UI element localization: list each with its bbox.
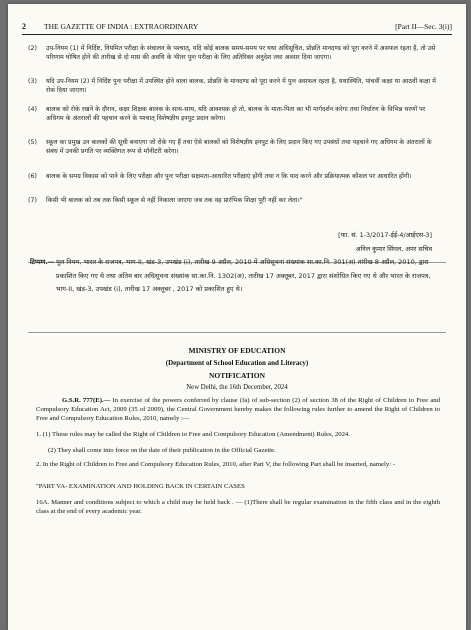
item-text: किसी भी बालक को तब तक किसी स्कूल से नहीं निकाला जाएगा जब तक वह प्रारंभिक शिक्षा पूरी नहीं कर लेता।" [46, 197, 303, 204]
gazette-page [8, 4, 466, 630]
item-number: (7) [28, 197, 37, 204]
item-number: (6) [28, 173, 37, 180]
hindi-note [30, 256, 442, 297]
page-number: 2 [22, 22, 26, 31]
rule-item-7 [28, 196, 444, 205]
divider [28, 332, 446, 333]
rule-item-3 [28, 77, 444, 95]
ministry-heading: MINISTRY OF EDUCATION [188, 346, 286, 355]
gazette-title: THE GAZETTE OF INDIA : EXTRAORDINARY [44, 22, 199, 31]
part-section: [Part II—Sec. 3(i)] [395, 22, 452, 31]
item-text: उप-नियम (1) में निर्दिष्ट, नियमित परीक्षा के संचालन के पश्चात्, यदि कोई बालक समय-समय पर यथा अधिसूचित, प्रोन्नति मानदण्ड को पूरा करने में असफल रहता है, तो उसे परिणाम घोषित होने की तारीख से दो मास की अवधि के भीतर पुनः परीक्षा के लिए अतिरिक्त अनुदेश तथा अवसर दिया जाएगा। [46, 45, 436, 61]
item-text: यदि उप-नियम (2) में निर्दिष्ट पुनः परीक्षा में उपस्थित होने वाला बालक, प्रोन्नति के मानदण्ड को पूरा करने में पुनः असफल रहता है, यथास्थिति, पांचवीं कक्षा या आठवीं कक्षा में रोक दिया जाएगा। [46, 78, 436, 94]
rule-item-5 [28, 138, 444, 156]
item-number: (5) [28, 139, 37, 146]
item-text: स्कूल का प्रमुख उन बालकों की सूची बनाएगा जो रोके गए हैं तथा ऐसे बालकों को विशेषज्ञीय इनपुट के लिए प्रदान किए गए उपबंधों तथा पहचाने गए अधिगम के अंतरालों के संबंध में उनकी प्रगति पर व्यक्तिगत रूप से मॉनीटरी करेगा। [46, 139, 432, 155]
rule-item-6 [28, 172, 444, 181]
department-heading: (Department of School Education and Literacy) [165, 359, 309, 367]
gsr-label: G.S.R. 777(E).— [62, 397, 111, 404]
item-number: (2) [28, 45, 37, 52]
file-number: [फा. सं. 1-3/2017-ईई-4/आईएस-3] [338, 231, 432, 239]
gsr-paragraph [36, 396, 440, 423]
item-text: बालक के समग्र विकास को पाने के लिए परीक्षा और पुनः परीक्षा सक्षमता-आधारित परीक्षाएं होंगी तथा न कि याद करने और प्रक्रियात्मक कौशल पर आधारित होंगी। [46, 173, 412, 180]
notification-heading: NOTIFICATION [208, 371, 266, 380]
rule-item-2 [28, 44, 444, 62]
para-1b: (2) They shall come into force on the date of their publication in the Official Gazette. [48, 447, 276, 454]
gsr-text: In exercise of the powers conferred by clause (fa) of sub-section (2) of section 38 of the Right of Children to Free and Compulsory Education Act, 2009 (35 of 2009), the Central Government hereby makes the following rules further to amend the Right of Children to Free and Compulsory Education Rules, 2010, namely :— [36, 397, 440, 422]
item-text: बालक को रोके रखने के दौरान, कक्षा शिक्षक बालक के साथ-साथ, यदि आवश्यक हो तो, बालक के माता-पिता का भी मार्गदर्शन करेगा तथा निर्धारण के विभिन्न चरणों पर अधिगम के अंतरालों की पहचान करने के पश्चात् विशेषज्ञीय इनपुट प्रदान करेगा। [46, 106, 426, 122]
note-text: मूल नियम, भारत के राजपत्र, भाग-II, खंड-3, उपखंड (i), तारीख 9 अप्रैल, 2010 में अधिसूचना संख्यांक सा.का.नि. 301(अ) तारीख 8 अप्रैल, 2010, द्वारा प्रकाशित किए गए थे तथा अंतिम बार अधिसूचना संख्यांक सा.का.नि. 1302(अ), तारीख 17 अक्तूबर, 2017 द्वारा संशोधित किए गए थे और भारत के राजपत्र, भाग-II, खंड-3, उपखंड (i), तारीख 17 अक्तूबर , 2017 को प्रकाशित हुए थे। [56, 258, 431, 293]
notification-date: New Delhi, the 16th December, 2024 [186, 384, 288, 391]
para-2: 2. In the Right of Children to Free and Compulsory Education Rules, 2010, after Part V, the following Part shall be inserted, namely: - [36, 461, 395, 468]
rule-item-4 [28, 105, 444, 123]
signatory: अनिल कुमार सिंघल, अपर सचिव [355, 245, 432, 253]
note-label: टिप्पण.— [30, 258, 55, 266]
part-va-heading: "PART VA- EXAMINATION AND HOLDING BACK IN CERTAIN CASES [36, 483, 245, 490]
item-number: (3) [28, 78, 37, 85]
para-1a: 1. (1) These rules may be called the Right of Children to Free and Compulsory Education (Amendment) Rules, 2024. [36, 431, 350, 438]
page-header [22, 22, 452, 35]
rule-16a: 16A. Manner and conditions subject to which a child may be held back . — (1)There shall be regular examination in the fifth class and in the eighth class at the end of every academic year. [36, 499, 440, 515]
item-number: (4) [28, 106, 37, 113]
